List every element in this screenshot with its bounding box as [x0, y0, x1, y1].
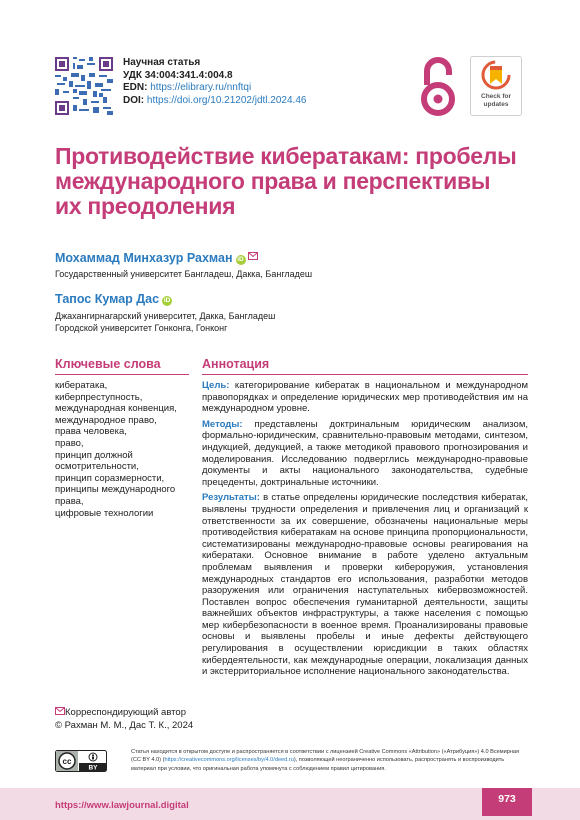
cc-label: cc: [62, 757, 72, 766]
author-name[interactable]: Тапос Кумар Дас: [55, 292, 160, 306]
affiliation: Государственный университет Бангладеш, Дакка, Бангладеш: [55, 269, 313, 279]
keyword: цифровые технологии: [55, 507, 154, 519]
title-line: международного права и перспективы: [55, 168, 491, 194]
doi-label: DOI:: [123, 94, 145, 106]
copyright: © Рахман М. М., Дас Т. К., 2024: [55, 720, 194, 731]
author-2: [55, 290, 172, 308]
keyword: международное право,: [55, 414, 157, 426]
keyword: международная конвенция,: [55, 403, 177, 415]
article-type: Научная статья: [123, 57, 201, 68]
keyword: права человека,: [55, 426, 127, 438]
goal-text: категорирование кибератак в национальном и международном правопорядках и определение юридических мер противодействия им на международном уровне.: [202, 380, 528, 415]
keyword: осмотрительности,: [55, 461, 139, 473]
affiliation: Джахангирнагарский университет, Дакка, Бангладеш: [55, 311, 276, 321]
correspondence-note: [55, 706, 193, 732]
journal-website-link[interactable]: https://www.lawjournal.digital: [55, 800, 189, 811]
keywords-heading: Ключевые слова: [55, 357, 161, 371]
abstract-heading: Аннотация: [202, 357, 270, 371]
abstract-divider: [202, 374, 528, 375]
license-part2: ), позволяющей неограниченно использовать, распространять и воспроизводить материал при условии, что оригинальная работа упомянута с соблюдением правил цитирования.: [131, 757, 505, 772]
cc-by-license-icon: [55, 750, 107, 772]
keyword: права,: [55, 495, 84, 507]
methods-label: Методы:: [202, 418, 243, 430]
article-title: [55, 144, 535, 219]
goal-label: Цель:: [202, 380, 230, 391]
mail-icon: [55, 707, 65, 715]
author-1-affiliation: [55, 269, 312, 281]
methods-text: представлены доктринальным юридическим анализом, формально-юридическим, сравнительно-правовым методами, синтезом, индукцией, дедукцией, а также методикой правового прогнозирования и моделирования. Исследованию подверглись международно-правовые документы и акты национального законодательства, судебные прецеденты, доктринальные источники.: [202, 418, 528, 488]
results-label: Результаты:: [202, 492, 260, 504]
check-for-updates-label: Check for updates: [481, 93, 511, 108]
author-2-affiliation: [55, 311, 275, 334]
license-part1: Статья находится в открытом доступе и распространяется в соответствии с лицензией Creative Commons «Attribution» («Атрибуция») 4.0 Всемирная (CC BY 4.0) (: [131, 749, 520, 764]
license-link[interactable]: https://creativecommons.org/licenses/by/4.0/deed.ru: [164, 757, 294, 764]
keyword: право,: [55, 437, 84, 449]
article-meta: [123, 57, 306, 107]
keyword: кибератака,: [55, 380, 108, 391]
author-name[interactable]: Мохаммад Минхазур Рахман: [55, 251, 233, 265]
keyword: принцип соразмерности,: [55, 472, 165, 484]
edn-link[interactable]: https://elibrary.ru/nnftqi: [150, 82, 252, 93]
corresponding-author: Корреспондирующий автор: [65, 707, 186, 718]
mail-icon[interactable]: [248, 252, 258, 260]
abstract-goal: [202, 380, 528, 415]
keyword: принципы международного: [55, 484, 176, 496]
edn-label: EDN:: [123, 82, 148, 93]
check-for-updates-button[interactable]: [470, 56, 522, 116]
keywords-divider: [55, 374, 189, 375]
open-access-icon: [418, 55, 458, 117]
keywords-list: [55, 380, 177, 519]
abstract-body: [202, 380, 528, 682]
abstract-results: [202, 492, 528, 678]
affiliation: Городской университет Гонконга, Гонконг: [55, 322, 228, 333]
udc-code: УДК 34:004:341.4:004.8: [123, 69, 233, 81]
doi-link[interactable]: https://doi.org/10.21202/jdtl.2024.46: [146, 94, 307, 106]
keyword: принцип должной: [55, 449, 133, 461]
page-number: 973: [482, 788, 532, 816]
title-line: Противодействие кибератакам: пробелы: [55, 143, 517, 169]
keyword: киберпреступность,: [55, 391, 143, 403]
orcid-icon[interactable]: iD: [163, 297, 171, 304]
author-1: [55, 249, 258, 267]
abstract-methods: [202, 419, 528, 489]
license-text: [131, 748, 529, 773]
title-line: их преодоления: [55, 193, 236, 219]
results-text: в статье определены юридические последствия кибератак, выявлены трудности определения и привлечения лиц и организаций к ответственности за их совершение, обозначены национальные меры противодействия кибератакам на основе принципа пропорциональности, систематизированы международно-правовые основы реагирования на кибератаки. Основное внимание в работе уделено актуальным проблемам выявления и проверки кибероружия, установления международных стандартов его использования, разработки методов разоружения или ограничения наступательных кибервозможностей. Поставлен вопрос обеспечения гуманитарной деятельности, защиты важнейших объектов инфраструктуры, а также населения с помощью мер кибербезопасности в военное время. Проанализированы правовые основы и выявлены пробелы и иные дефекты действующего регулирования в осуществлении юрисдикции в таких областях кибердеятельности, как международные операции, локализация данных и экстерриториальное исполнение национального законодательства.: [202, 492, 529, 678]
by-label: BY: [88, 764, 98, 772]
orcid-icon[interactable]: iD: [237, 256, 244, 263]
qr-code: [55, 57, 113, 115]
bookmark-icon: [471, 57, 521, 93]
